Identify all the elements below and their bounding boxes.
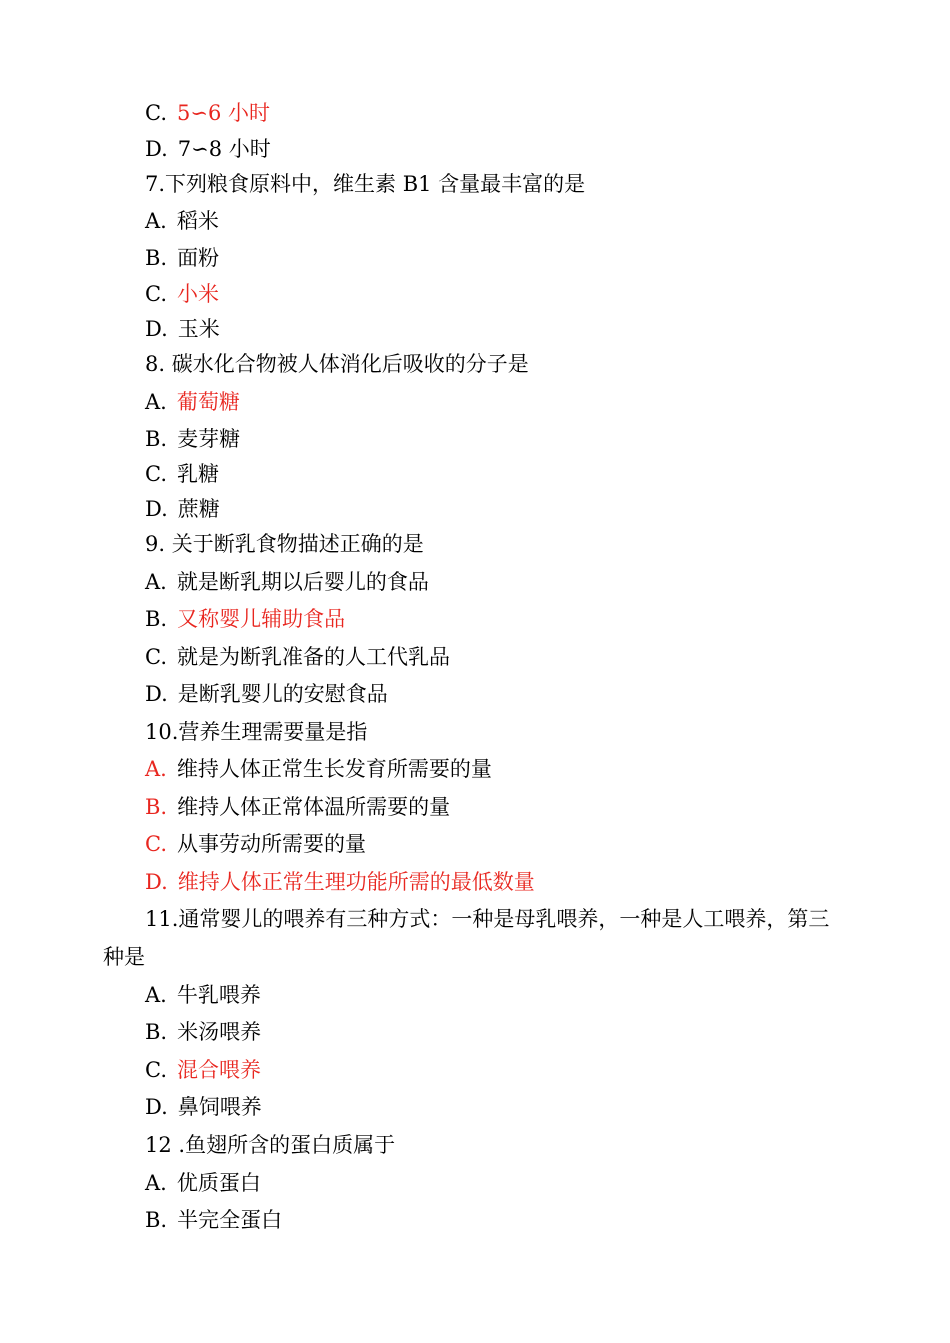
option-text: 优质蛋白 bbox=[176, 1171, 261, 1195]
option-line bbox=[145, 1170, 261, 1196]
option-line bbox=[145, 982, 261, 1008]
option-label: D. bbox=[145, 870, 168, 894]
option-text: 7∽8 小时 bbox=[177, 137, 271, 161]
option-label: A. bbox=[145, 757, 167, 781]
option-label: B. bbox=[145, 427, 168, 451]
option-text: 鼻饲喂养 bbox=[177, 1095, 262, 1119]
option-label: C. bbox=[145, 645, 167, 669]
option-label: D. bbox=[145, 137, 168, 161]
option-text: 半完全蛋白 bbox=[177, 1208, 283, 1232]
question-line bbox=[145, 351, 529, 377]
option-line bbox=[145, 461, 219, 487]
option-label: B. bbox=[145, 1208, 168, 1232]
option-line bbox=[145, 1057, 261, 1083]
option-line bbox=[145, 426, 240, 452]
option-line bbox=[145, 281, 219, 307]
question-text: 8. 碳水化合物被人体消化后吸收的分子是 bbox=[145, 352, 529, 376]
option-label: C. bbox=[145, 832, 167, 856]
option-line bbox=[145, 756, 492, 782]
option-label: A. bbox=[145, 390, 167, 414]
option-line bbox=[145, 136, 271, 162]
option-label: C. bbox=[145, 282, 167, 306]
question-text: 11.通常婴儿的喂养有三种方式：一种是母乳喂养，一种是人工喂养，第三 bbox=[145, 907, 830, 931]
option-label: A. bbox=[145, 983, 167, 1007]
option-label: A. bbox=[145, 570, 167, 594]
option-line bbox=[145, 208, 219, 234]
option-line bbox=[145, 1094, 262, 1120]
option-label: C. bbox=[145, 101, 167, 125]
option-label: B. bbox=[145, 795, 168, 819]
option-line bbox=[145, 496, 220, 522]
option-label: D. bbox=[145, 1095, 168, 1119]
option-label: B. bbox=[145, 1020, 168, 1044]
option-label: D. bbox=[145, 682, 168, 706]
option-text: 维持人体正常生长发育所需要的量 bbox=[176, 757, 492, 781]
option-label: A. bbox=[145, 1171, 167, 1195]
question-continuation bbox=[103, 944, 145, 970]
option-text: 小米 bbox=[177, 282, 219, 306]
option-text: 就是为断乳准备的人工代乳品 bbox=[177, 645, 450, 669]
option-text: 就是断乳期以后婴儿的食品 bbox=[176, 570, 429, 594]
option-line bbox=[145, 245, 219, 271]
option-line bbox=[145, 869, 535, 895]
option-text: 玉米 bbox=[177, 317, 220, 341]
option-line bbox=[145, 389, 240, 415]
option-text: 面粉 bbox=[177, 246, 220, 270]
question-line bbox=[145, 531, 424, 557]
question-text: 10.营养生理需要量是指 bbox=[145, 720, 368, 744]
option-line bbox=[145, 569, 429, 595]
option-text: 蔗糖 bbox=[177, 497, 220, 521]
option-text: 维持人体正常生理功能所需的最低数量 bbox=[177, 870, 535, 894]
option-text: 稻米 bbox=[176, 209, 219, 233]
question-line bbox=[145, 719, 367, 745]
option-label: C. bbox=[145, 1058, 167, 1082]
option-text: 是断乳婴儿的安慰食品 bbox=[177, 682, 388, 706]
option-line bbox=[145, 606, 345, 632]
option-text: 乳糖 bbox=[177, 462, 219, 486]
option-text: 维持人体正常体温所需要的量 bbox=[177, 795, 451, 819]
option-text: 又称婴儿辅助食品 bbox=[177, 607, 346, 631]
option-label: B. bbox=[145, 246, 168, 270]
option-line bbox=[145, 644, 450, 670]
option-label: A. bbox=[145, 209, 167, 233]
option-label: D. bbox=[145, 497, 168, 521]
question-text: 7.下列粮食原料中，维生素 B1 含量最丰富的是 bbox=[145, 172, 586, 196]
option-text: 麦芽糖 bbox=[177, 427, 241, 451]
option-line bbox=[145, 1019, 261, 1045]
option-label: D. bbox=[145, 317, 168, 341]
option-text: 牛乳喂养 bbox=[176, 983, 261, 1007]
option-line bbox=[145, 100, 270, 126]
option-text: 5∽6 小时 bbox=[177, 101, 270, 125]
question-line bbox=[145, 1132, 395, 1158]
option-line bbox=[145, 794, 450, 820]
option-label: B. bbox=[145, 607, 168, 631]
option-text: 葡萄糖 bbox=[176, 390, 240, 414]
option-label: C. bbox=[145, 462, 167, 486]
question-text: 种是 bbox=[103, 945, 145, 969]
question-text: 9. 关于断乳食物描述正确的是 bbox=[145, 532, 424, 556]
option-text: 米汤喂养 bbox=[177, 1020, 262, 1044]
option-text: 混合喂养 bbox=[177, 1058, 261, 1082]
option-line bbox=[145, 1207, 282, 1233]
question-text: 12 .鱼翅所含的蛋白质属于 bbox=[145, 1133, 396, 1157]
question-line bbox=[145, 906, 829, 932]
question-line bbox=[145, 171, 585, 197]
option-line bbox=[145, 316, 220, 342]
option-text: 从事劳动所需要的量 bbox=[177, 832, 366, 856]
option-line bbox=[145, 831, 366, 857]
option-line bbox=[145, 681, 388, 707]
